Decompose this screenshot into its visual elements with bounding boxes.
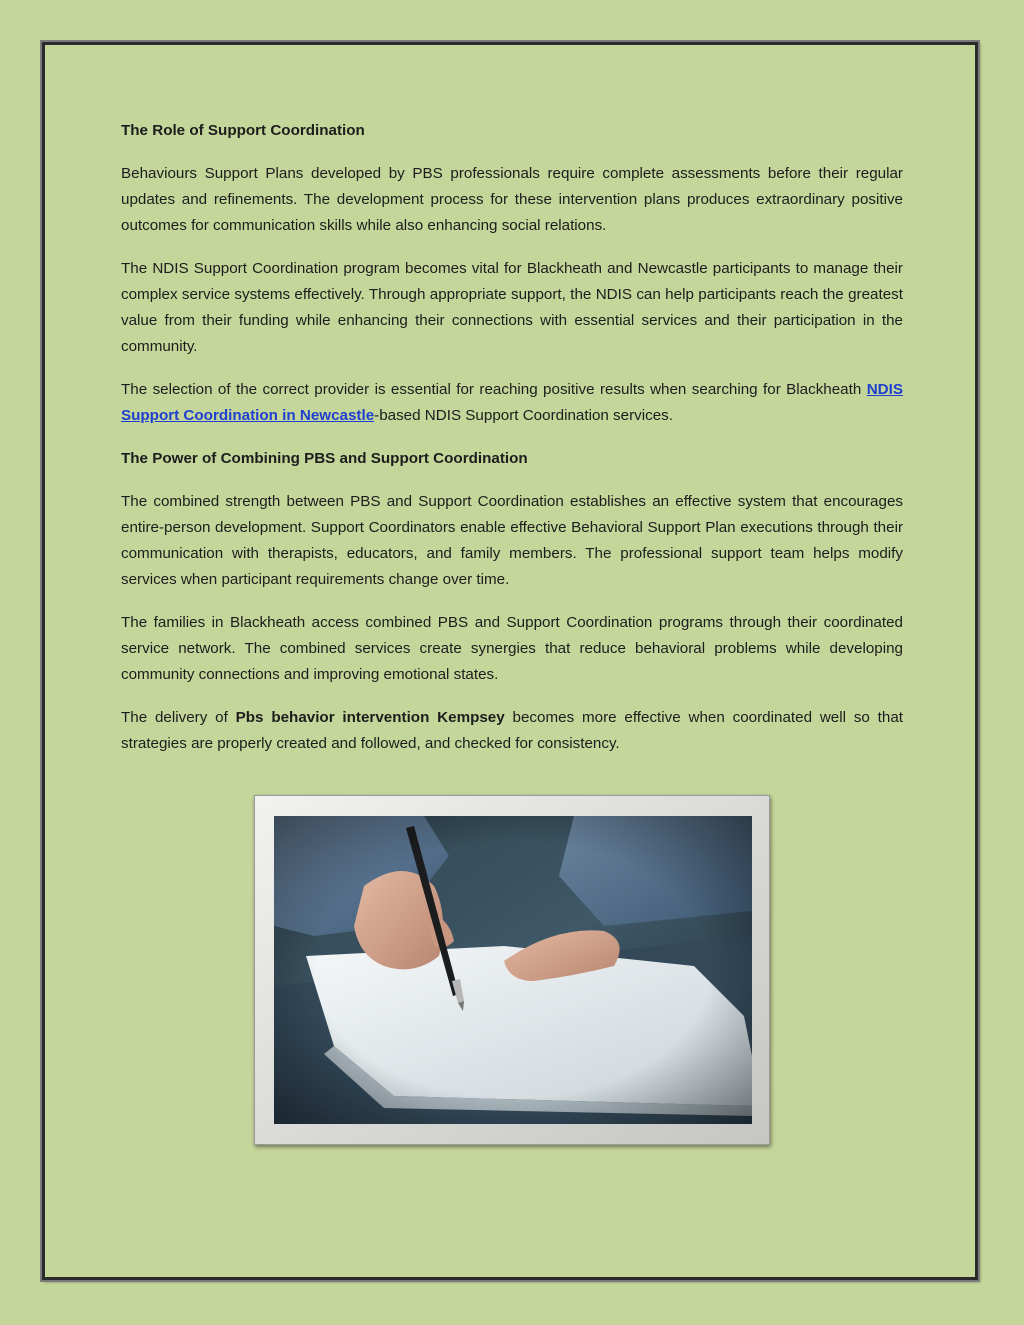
paragraph-text: The delivery of — [121, 709, 236, 726]
ndis-support-coordination-link[interactable]: NDIS Support Coordination in Newcastle — [121, 381, 903, 424]
bold-keyword: Pbs behavior intervention Kempsey — [235, 709, 505, 726]
photo-frame — [254, 795, 770, 1145]
paragraph-provider-selection — [121, 377, 903, 429]
paragraph-combined-strength: The combined strength between PBS and Support Coordination establishes an effective system that encourages entire-person development. Support Coordinators enable effective Behavioral Support Plan executions through their communication with therapists, educators, and family members. The professional support team helps modify services when participant requirements change over time. — [121, 493, 903, 588]
paragraph-ndis-program: The NDIS Support Coordination program becomes vital for Blackheath and Newcastle participants to manage their complex service systems effectively. Through appropriate support, the NDIS can help participants reach the greatest value from their funding while enhancing their connections with essential services and their participation in the community. — [121, 260, 903, 355]
section-heading-power: The Power of Combining PBS and Support Coordination — [121, 450, 528, 467]
photo-hand-writing-icon — [274, 816, 752, 1124]
paragraph-text: becomes more effective when coordinated well so that strategies are properly created and followed, and checked for consistency. — [121, 709, 904, 752]
document-body — [121, 118, 903, 774]
paragraph-text: The selection of the correct provider is essential for reaching positive results when searching for Blackheath — [121, 381, 867, 398]
paragraph-behaviour-plans: Behaviours Support Plans developed by PBS professionals require complete assessments before their regular updates and refinements. The development process for these intervention plans produces extraordinary positive outcomes for communication skills while also enhancing social relations. — [121, 165, 903, 234]
paragraph-text: -based NDIS Support Coordination services. — [374, 407, 673, 424]
paragraph-families: The families in Blackheath access combined PBS and Support Coordination programs through their coordinated service network. The combined services create synergies that reduce behavioral problems while developing community connections and improving emotional states. — [121, 614, 903, 683]
paragraph-delivery — [121, 705, 903, 757]
section-heading-role: The Role of Support Coordination — [121, 122, 365, 139]
